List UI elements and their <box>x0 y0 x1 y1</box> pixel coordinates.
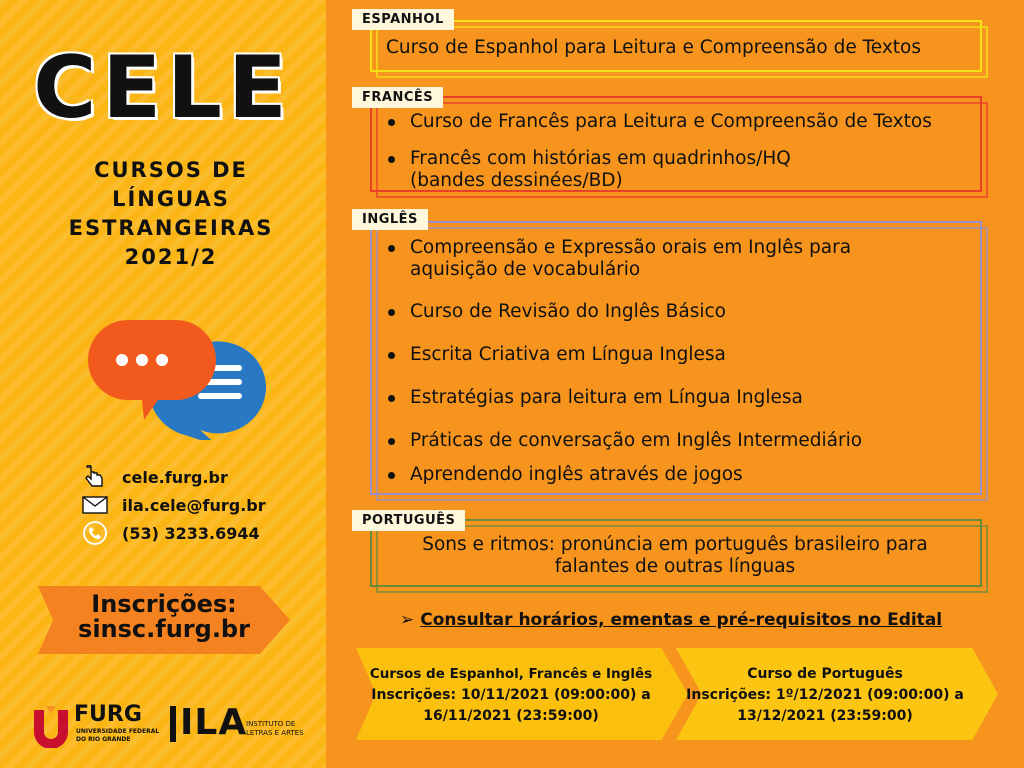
list-item: Curso de Francês para Leitura e Compreensão de Textos <box>386 111 976 133</box>
pointer-hand-icon <box>82 466 108 488</box>
chat-bubbles-icon <box>80 310 270 440</box>
furg-logo-icon <box>30 704 72 748</box>
ila-subtitle: INSTITUTO DE LETRAS E ARTES <box>246 720 304 737</box>
furg-name: FURG <box>74 702 142 727</box>
list-item: Francês com histórias em quadrinhos/HQ (bandes dessinées/BD) <box>386 148 976 192</box>
contact-website[interactable]: cele.furg.br <box>82 466 228 488</box>
cele-title: CELE <box>33 38 293 138</box>
phone-icon <box>82 522 108 544</box>
portugues-tag: PORTUGUÊS <box>352 510 465 531</box>
frances-tag: FRANCÊS <box>352 87 443 108</box>
contact-email[interactable]: ila.cele@furg.br <box>82 494 266 516</box>
list-item: Estratégias para leitura em Língua Inglesa <box>386 387 976 409</box>
banner-right-text: Curso de Português Inscrições: 1º/12/2021 (09:00:00) a 13/12/2021 (23:59:00) <box>686 666 964 724</box>
list-item: Práticas de conversação em Inglês Intermediário <box>386 430 976 452</box>
arrow-icon: ➢ <box>400 610 415 630</box>
ingles-tag: INGLÊS <box>352 209 428 230</box>
left-panel <box>0 0 326 768</box>
banner-left-text: Cursos de Espanhol, Francês e Inglês Inscrições: 10/11/2021 (09:00:00) a 16/11/2021 (23:59:00) <box>369 666 653 724</box>
subtitle: CURSOS DE LÍNGUAS ESTRANGEIRAS 2021/2 <box>68 158 274 269</box>
inscricoes-link[interactable]: Inscrições: sinsc.furg.br <box>78 590 250 643</box>
portugues-course: Sons e ritmos: pronúncia em português brasileiro para falantes de outras línguas <box>422 534 928 577</box>
list-item: Curso de Revisão do Inglês Básico <box>386 301 976 323</box>
contact-phone[interactable]: (53) 3233.6944 <box>82 522 260 544</box>
list-item: Compreensão e Expressão orais em Inglês para aquisição de vocabulário <box>386 237 976 281</box>
edital-link[interactable]: ➢ Consultar horários, ementas e pré-requisitos no Edital <box>400 610 943 630</box>
furg-subtitle: UNIVERSIDADE FEDERAL DO RIO GRANDE <box>76 728 160 743</box>
ila-bar <box>170 706 176 742</box>
espanhol-course: Curso de Espanhol para Leitura e Compreensão de Textos <box>386 37 922 58</box>
ila-name: ILA <box>180 702 248 743</box>
envelope-icon <box>82 494 108 516</box>
logos <box>30 700 320 752</box>
list-item: Escrita Criativa em Língua Inglesa <box>386 344 976 366</box>
list-item: Aprendendo inglês através de jogos <box>386 464 976 486</box>
ingles-list <box>386 237 976 486</box>
frances-list <box>386 111 976 192</box>
espanhol-tag: ESPANHOL <box>352 9 454 30</box>
